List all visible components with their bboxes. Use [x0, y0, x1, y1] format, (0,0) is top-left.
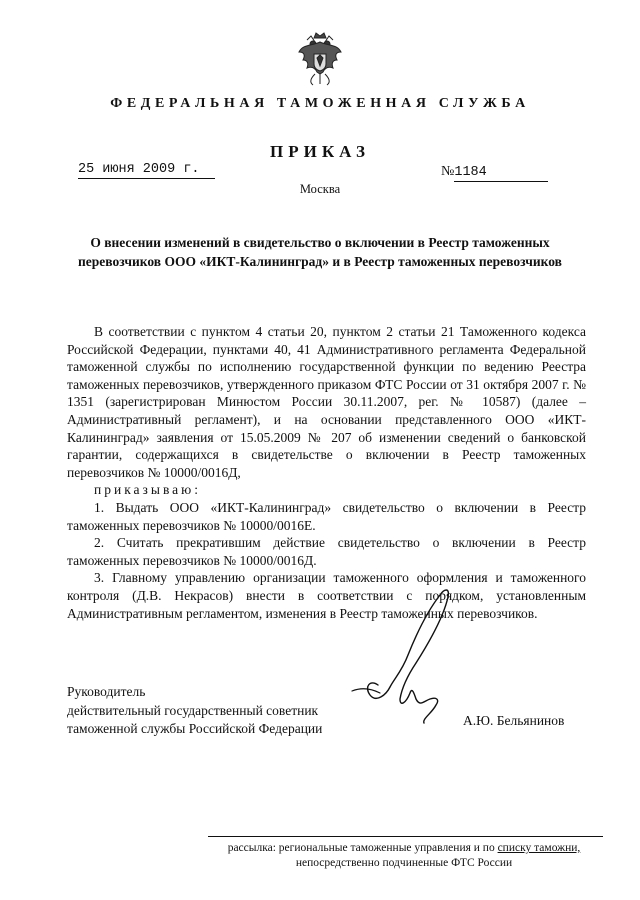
order-number: 1184	[454, 165, 548, 182]
distribution-list	[204, 841, 604, 871]
agency-name: ФЕДЕРАЛЬНАЯ ТАМОЖЕННАЯ СЛУЖБА	[110, 96, 530, 111]
distribution-text-line2: непосредственно подчиненные ФТС России	[295, 857, 513, 869]
signatory-title-line: действительный государственный советник	[67, 702, 319, 718]
distribution-underlined-text: списку таможни,	[497, 842, 581, 854]
preamble-paragraph: В соответствии с пунктом 4 статьи 20, пунктом 2 статьи 21 Таможенного кодекса Российской Федерации, пунктами 40, 41 Административного регламента Федеральной таможенной службы по исполнению государственной функции по ведению Реестра таможенных перевозчиков, утвержденного приказом ФТС России от 31 октября 2007 г. № 1351 (зарегистрирован Минюстом России 30.11.2007, рег. № 10587) (далее – Административный регламент), и на основании представленного ООО «ИКТ-Калининград» заявления от 15.05.2009 № 207 об изменении сведений о банковской гарантии, содержащихся в свидетельстве о включении в Реестр таможенных перевозчиков № 10000/0016Д,	[67, 324, 586, 480]
signatory-name: А.Ю. Бельянинов	[463, 713, 565, 728]
signatory-title-line: Руководитель	[67, 684, 146, 699]
order-subject: О внесении изменений в свидетельство о включении в Реестр таможенных перевозчиков ООО «ИКТ-Калининград» и в Реестр таможенных перевозчиков	[78, 235, 562, 269]
coat-of-arms-emblem	[297, 30, 343, 88]
order-body	[67, 323, 586, 622]
distribution-divider	[208, 836, 603, 837]
signatory-title-line: таможенной службы Российской Федерации	[67, 721, 323, 736]
order-date: 25 июня 2009 г.	[78, 162, 215, 179]
order-item: 2. Считать прекратившим действие свидетельство о включении в Реестр таможенных перевозчиков № 10000/0016Д.	[67, 535, 586, 568]
document-type: ПРИКАЗ	[270, 142, 370, 161]
signatory-title	[67, 683, 322, 739]
directive: приказываю:	[94, 482, 201, 498]
city: Москва	[299, 182, 341, 196]
handwritten-signature	[350, 583, 490, 733]
order-item: 3. Главному управлению организации таможенного оформления и таможенного контроля (Д.В. Некрасов) внести в соответствии с порядком, установленным Административным регламентом, изменения в Реестр таможенных перевозчиков.	[67, 570, 586, 621]
number-sign: №	[441, 164, 455, 179]
distribution-text: рассылка: региональные таможенные управления и по	[227, 842, 498, 854]
order-number-field	[441, 162, 559, 182]
order-item: 1. Выдать ООО «ИКТ-Калининград» свидетельство о включении в Реестр таможенных перевозчиков № 10000/0016Е.	[67, 499, 586, 533]
